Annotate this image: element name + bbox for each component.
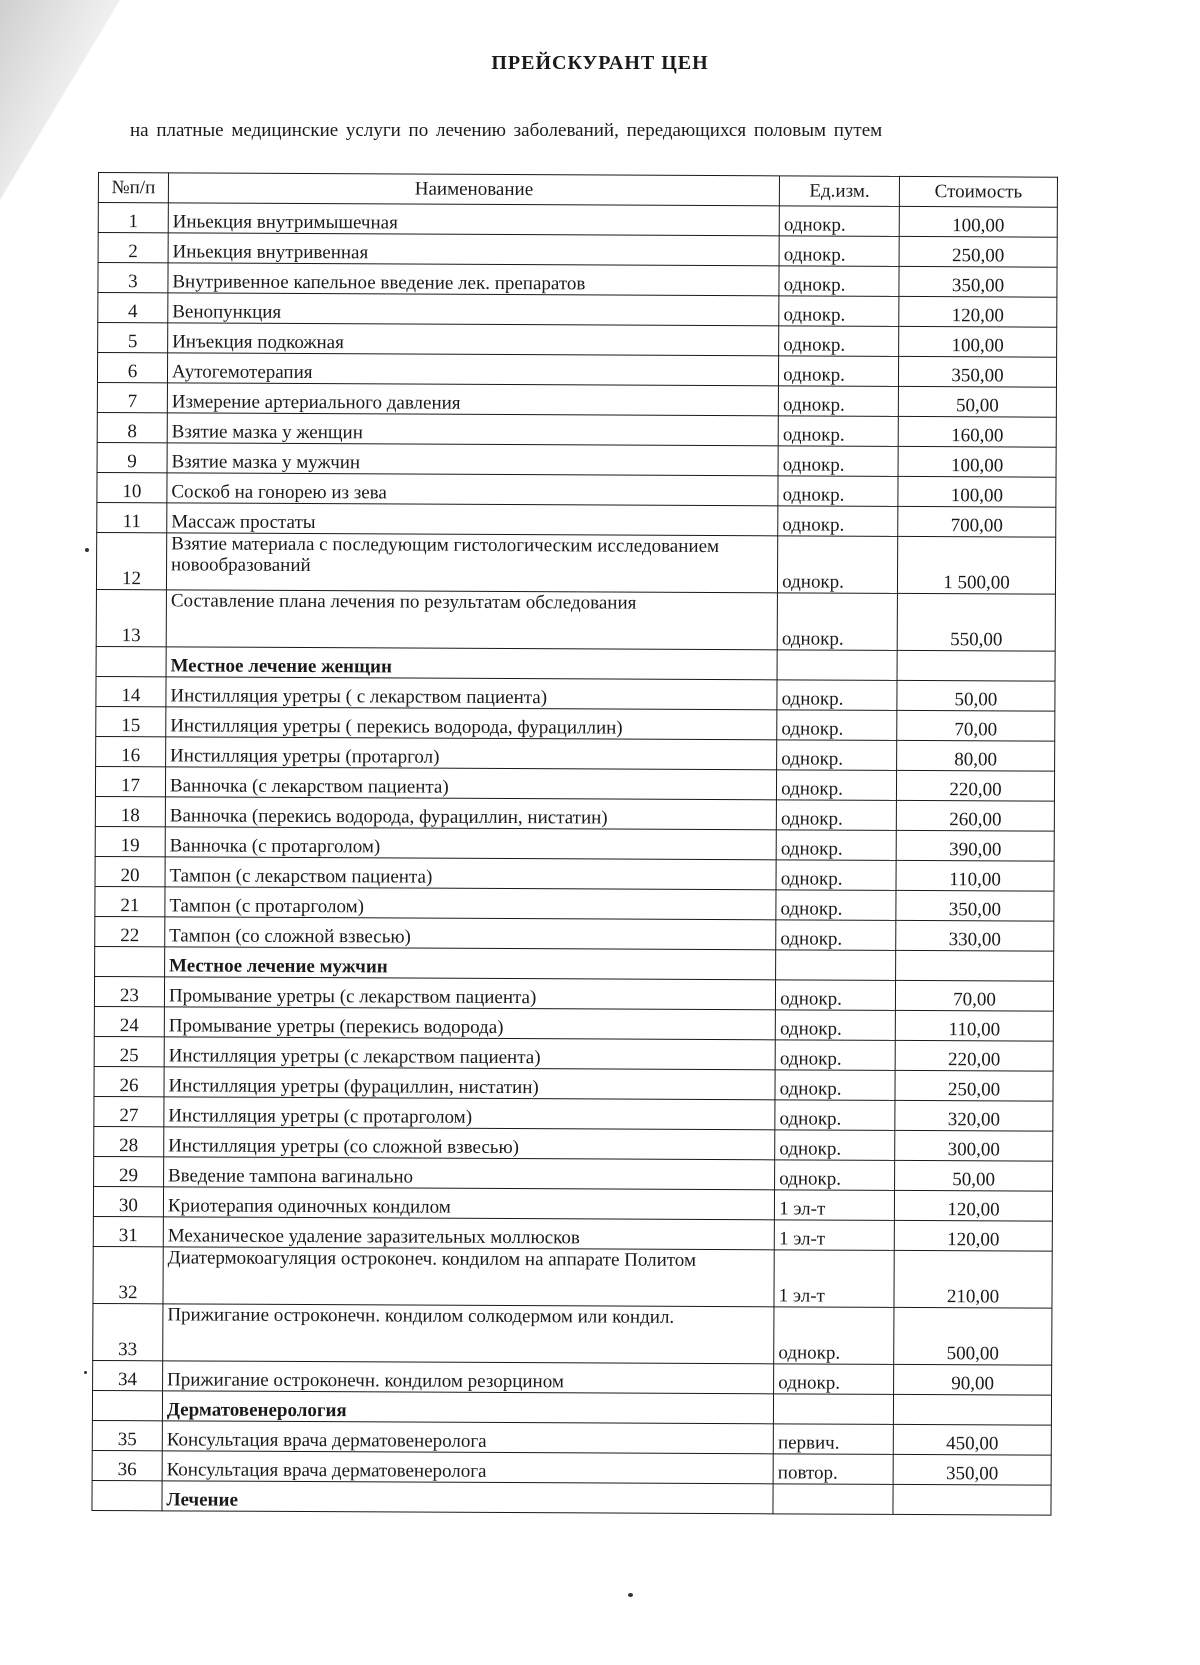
table-row xyxy=(94,1066,1053,1101)
table-row xyxy=(94,1006,1053,1041)
unit-of-measure: первич. xyxy=(773,1424,893,1455)
service-cost: 350,00 xyxy=(893,1454,1051,1485)
table-row xyxy=(93,1216,1052,1251)
table-row xyxy=(92,1420,1051,1455)
unit-of-measure xyxy=(774,1394,894,1425)
service-name: Массаж простаты xyxy=(167,503,778,536)
unit-of-measure: однокр. xyxy=(776,830,896,861)
table-row xyxy=(96,706,1055,741)
service-name: Соскоб на гонорею из зева xyxy=(167,473,778,506)
row-number: 3 xyxy=(98,263,168,293)
table-row xyxy=(94,1096,1053,1131)
row-number: 20 xyxy=(95,856,165,886)
document-title: ПРЕЙСКУРАНТ ЦЕН xyxy=(491,52,709,74)
service-cost: 450,00 xyxy=(893,1424,1051,1455)
service-name: Ванночка (с протарголом) xyxy=(165,827,776,860)
unit-of-measure: однокр. xyxy=(779,296,899,327)
unit-of-measure: однокр. xyxy=(777,710,897,741)
service-name: Инстилляция уретры (с лекарством пациента) xyxy=(164,1037,775,1070)
service-name: Прижигание остроконечн. кондилом солкодермом или кондил. xyxy=(163,1304,775,1364)
table-row xyxy=(94,976,1053,1011)
row-number: 17 xyxy=(95,766,165,796)
service-cost: 100,00 xyxy=(898,446,1056,477)
table-row xyxy=(98,233,1057,268)
service-name: Механическое удаление заразительных моллюсков xyxy=(163,1217,774,1250)
service-cost: 700,00 xyxy=(898,506,1056,537)
unit-of-measure: однокр. xyxy=(776,920,896,951)
row-number: 8 xyxy=(97,412,167,442)
row-number: 24 xyxy=(94,1006,164,1036)
unit-of-measure: однокр. xyxy=(774,1364,894,1395)
table-row xyxy=(93,1360,1052,1395)
service-name: Инстилляция уретры (со сложной взвесью) xyxy=(164,1127,775,1160)
row-number: 22 xyxy=(95,916,165,946)
service-name: Местное лечение женщин xyxy=(166,647,777,680)
service-cost: 160,00 xyxy=(898,416,1056,447)
table-row xyxy=(95,796,1054,831)
unit-of-measure: однокр. xyxy=(778,476,898,507)
service-cost: 120,00 xyxy=(894,1220,1052,1251)
unit-of-measure: однокр. xyxy=(778,506,898,537)
service-name: Аутогемотерапия xyxy=(167,353,778,386)
service-name: Внутривенное капельное введение лек. препаратов xyxy=(168,263,779,296)
unit-of-measure xyxy=(777,650,897,681)
scan-speck xyxy=(628,1593,633,1597)
service-name: Ванночка (перекись водорода, фурациллин, нистатин) xyxy=(165,797,776,830)
scan-speck xyxy=(85,548,89,552)
table-row xyxy=(98,293,1057,328)
row-number: 26 xyxy=(94,1066,164,1096)
service-name: Инстилляция уретры ( перекись водорода, фурациллин) xyxy=(166,707,777,740)
table-row xyxy=(95,766,1054,801)
row-number: 29 xyxy=(94,1156,164,1186)
service-cost: 50,00 xyxy=(895,1160,1053,1191)
row-number: 34 xyxy=(93,1360,163,1390)
service-name: Венопункция xyxy=(168,293,779,326)
service-name: Взятие мазка у мужчин xyxy=(167,443,778,476)
table-row xyxy=(97,353,1056,388)
unit-of-measure xyxy=(773,1484,893,1515)
unit-of-measure: однокр. xyxy=(779,356,899,387)
row-number: 5 xyxy=(98,323,168,353)
service-cost: 1 500,00 xyxy=(898,536,1056,594)
service-name: Составление плана лечения по результатам обследования xyxy=(166,590,778,650)
service-cost: 350,00 xyxy=(899,266,1057,297)
table-row xyxy=(95,886,1054,921)
service-name: Инстилляция уретры (фурациллин, нистатин) xyxy=(164,1067,775,1100)
service-cost: 500,00 xyxy=(894,1307,1052,1365)
service-cost: 100,00 xyxy=(899,326,1057,357)
service-cost: 50,00 xyxy=(897,680,1055,711)
row-number: 7 xyxy=(97,382,167,412)
table-row xyxy=(97,382,1056,417)
table-header-row xyxy=(98,173,1057,208)
service-name: Тампон (с лекарством пациента) xyxy=(165,857,776,890)
unit-of-measure: 1 эл-т xyxy=(774,1220,894,1251)
table-row xyxy=(96,676,1055,711)
service-name: Промывание уретры (перекись водорода) xyxy=(164,1007,775,1040)
service-cost: 110,00 xyxy=(896,860,1054,891)
service-cost: 350,00 xyxy=(899,356,1057,387)
service-name: Криотерапия одиночных кондилом xyxy=(163,1187,774,1220)
table-row xyxy=(96,589,1055,651)
row-number: 32 xyxy=(93,1246,163,1303)
table-row xyxy=(97,502,1056,537)
table-row xyxy=(98,203,1057,238)
service-name: Тампон (со сложной взвесью) xyxy=(165,917,776,950)
row-number: 35 xyxy=(92,1420,162,1450)
unit-of-measure: однокр. xyxy=(774,1307,894,1365)
section-row xyxy=(96,646,1055,681)
service-cost: 70,00 xyxy=(897,710,1055,741)
table-row xyxy=(98,263,1057,298)
unit-of-measure: однокр. xyxy=(776,980,896,1011)
row-number: 9 xyxy=(97,442,167,472)
service-name: Промывание уретры (с лекарством пациента) xyxy=(164,977,775,1010)
row-number: 27 xyxy=(94,1096,164,1126)
row-number xyxy=(92,1480,162,1510)
service-cost: 220,00 xyxy=(895,1040,1053,1071)
service-cost: 90,00 xyxy=(894,1364,1052,1395)
service-cost: 250,00 xyxy=(895,1070,1053,1101)
row-number: 36 xyxy=(92,1450,162,1480)
row-number: 21 xyxy=(95,886,165,916)
service-cost: 300,00 xyxy=(895,1130,1053,1161)
service-cost: 320,00 xyxy=(895,1100,1053,1131)
service-cost xyxy=(897,650,1055,681)
service-cost xyxy=(896,950,1054,981)
unit-of-measure: однокр. xyxy=(779,326,899,357)
row-number: 2 xyxy=(98,233,168,263)
table-row xyxy=(93,1186,1052,1221)
service-name: Ванночка (с лекарством пациента) xyxy=(165,767,776,800)
section-row xyxy=(92,1390,1051,1425)
service-cost: 220,00 xyxy=(897,770,1055,801)
unit-of-measure: однокр. xyxy=(776,800,896,831)
row-number: 10 xyxy=(97,472,167,502)
service-name: Иньекция внутривенная xyxy=(168,233,779,266)
service-cost: 70,00 xyxy=(895,980,1053,1011)
service-name: Взятие материала с последующим гистологическим исследованием новообразований xyxy=(166,533,778,593)
service-name: Местное лечение мужчин xyxy=(165,947,776,980)
table-row xyxy=(93,1303,1052,1365)
service-cost: 250,00 xyxy=(899,236,1057,267)
table-row xyxy=(97,412,1056,447)
service-cost: 260,00 xyxy=(896,800,1054,831)
service-name: Иньекция внутримышечная xyxy=(168,203,779,236)
service-cost xyxy=(893,1394,1051,1425)
section-row xyxy=(95,946,1054,981)
service-cost: 80,00 xyxy=(897,740,1055,771)
row-number: 19 xyxy=(95,826,165,856)
service-name: Лечение xyxy=(162,1481,773,1514)
unit-of-measure: однокр. xyxy=(778,416,898,447)
service-cost: 120,00 xyxy=(894,1190,1052,1221)
unit-of-measure: однокр. xyxy=(775,1040,895,1071)
unit-of-measure: однокр. xyxy=(776,860,896,891)
row-number: 12 xyxy=(96,532,166,589)
row-number: 23 xyxy=(94,976,164,1006)
document-subtitle: на платные медицинские услуги по лечению заболеваний, передающихся половым путем xyxy=(130,120,883,141)
row-number: 31 xyxy=(93,1216,163,1246)
table-row xyxy=(94,1156,1053,1191)
service-cost: 390,00 xyxy=(896,830,1054,861)
header-number: №п/п xyxy=(98,173,168,203)
unit-of-measure: однокр. xyxy=(777,740,897,771)
service-cost: 330,00 xyxy=(896,920,1054,951)
row-number xyxy=(92,1390,162,1420)
unit-of-measure: однокр. xyxy=(775,1010,895,1041)
service-name: Инстилляция уретры ( с лекарством пациента) xyxy=(166,677,777,710)
unit-of-measure: однокр. xyxy=(778,446,898,477)
service-cost: 100,00 xyxy=(898,476,1056,507)
row-number: 25 xyxy=(94,1036,164,1066)
unit-of-measure: однокр. xyxy=(779,236,899,267)
service-cost: 210,00 xyxy=(894,1250,1052,1308)
table-row xyxy=(94,1036,1053,1071)
unit-of-measure: однокр. xyxy=(776,890,896,921)
unit-of-measure: однокр. xyxy=(777,680,897,711)
service-name: Прижигание остроконечн. кондилом резорцином xyxy=(162,1361,773,1394)
table-row xyxy=(96,736,1055,771)
row-number: 18 xyxy=(95,796,165,826)
row-number: 28 xyxy=(94,1126,164,1156)
unit-of-measure: однокр. xyxy=(775,1130,895,1161)
table-row xyxy=(98,323,1057,358)
row-number: 30 xyxy=(93,1186,163,1216)
service-cost: 350,00 xyxy=(896,890,1054,921)
service-cost: 110,00 xyxy=(895,1010,1053,1041)
unit-of-measure: однокр. xyxy=(777,770,897,801)
service-name: Инъекция подкожная xyxy=(168,323,779,356)
row-number: 11 xyxy=(97,502,167,532)
scan-speck xyxy=(84,1371,87,1374)
unit-of-measure: однокр. xyxy=(778,386,898,417)
table-row xyxy=(95,826,1054,861)
row-number: 6 xyxy=(97,353,167,383)
service-cost: 100,00 xyxy=(899,206,1057,237)
unit-of-measure: 1 эл-т xyxy=(774,1250,894,1308)
table-row xyxy=(93,1246,1052,1308)
service-name: Инстилляция уретры (протаргол) xyxy=(166,737,777,770)
price-table xyxy=(91,172,1058,1516)
row-number: 33 xyxy=(93,1303,163,1360)
service-name: Консультация врача дерматовенеролога xyxy=(162,1421,773,1454)
unit-of-measure: однокр. xyxy=(779,266,899,297)
service-name: Тампон (с протарголом) xyxy=(165,887,776,920)
row-number: 1 xyxy=(98,203,168,233)
header-name: Наименование xyxy=(168,173,779,206)
service-name: Консультация врача дерматовенеролога xyxy=(162,1451,773,1484)
row-number xyxy=(95,946,165,976)
table-row xyxy=(96,532,1055,594)
service-cost: 50,00 xyxy=(898,386,1056,417)
unit-of-measure: однокр. xyxy=(775,1160,895,1191)
row-number: 4 xyxy=(98,293,168,323)
row-number: 13 xyxy=(96,589,166,646)
service-name: Диатермокоагуляция остроконеч. кондилом на аппарате Политом xyxy=(163,1247,775,1307)
table-row xyxy=(95,856,1054,891)
unit-of-measure: повтор. xyxy=(773,1454,893,1485)
service-cost: 120,00 xyxy=(899,296,1057,327)
service-name: Инстилляция уретры (с протарголом) xyxy=(164,1097,775,1130)
service-cost: 550,00 xyxy=(897,593,1055,651)
row-number xyxy=(96,646,166,676)
table-row xyxy=(95,916,1054,951)
price-table-body xyxy=(92,203,1057,1516)
service-name: Взятие мазка у женщин xyxy=(167,413,778,446)
service-name: Измерение артериального давления xyxy=(167,383,778,416)
unit-of-measure xyxy=(776,950,896,981)
unit-of-measure: однокр. xyxy=(778,536,898,594)
unit-of-measure: однокр. xyxy=(779,206,899,237)
row-number: 14 xyxy=(96,676,166,706)
unit-of-measure: однокр. xyxy=(775,1070,895,1101)
row-number: 15 xyxy=(96,706,166,736)
row-number: 16 xyxy=(96,736,166,766)
service-name: Дерматовенерология xyxy=(162,1391,773,1424)
table-row xyxy=(97,442,1056,477)
section-row xyxy=(92,1480,1051,1515)
service-cost xyxy=(893,1484,1051,1515)
service-name: Введение тампона вагинально xyxy=(163,1157,774,1190)
header-unit: Ед.изм. xyxy=(780,176,900,207)
header-cost: Стоимость xyxy=(899,176,1057,207)
unit-of-measure: 1 эл-т xyxy=(775,1190,895,1221)
unit-of-measure: однокр. xyxy=(777,593,897,651)
table-row xyxy=(92,1450,1051,1485)
table-row xyxy=(94,1126,1053,1161)
table-row xyxy=(97,472,1056,507)
unit-of-measure: однокр. xyxy=(775,1100,895,1131)
